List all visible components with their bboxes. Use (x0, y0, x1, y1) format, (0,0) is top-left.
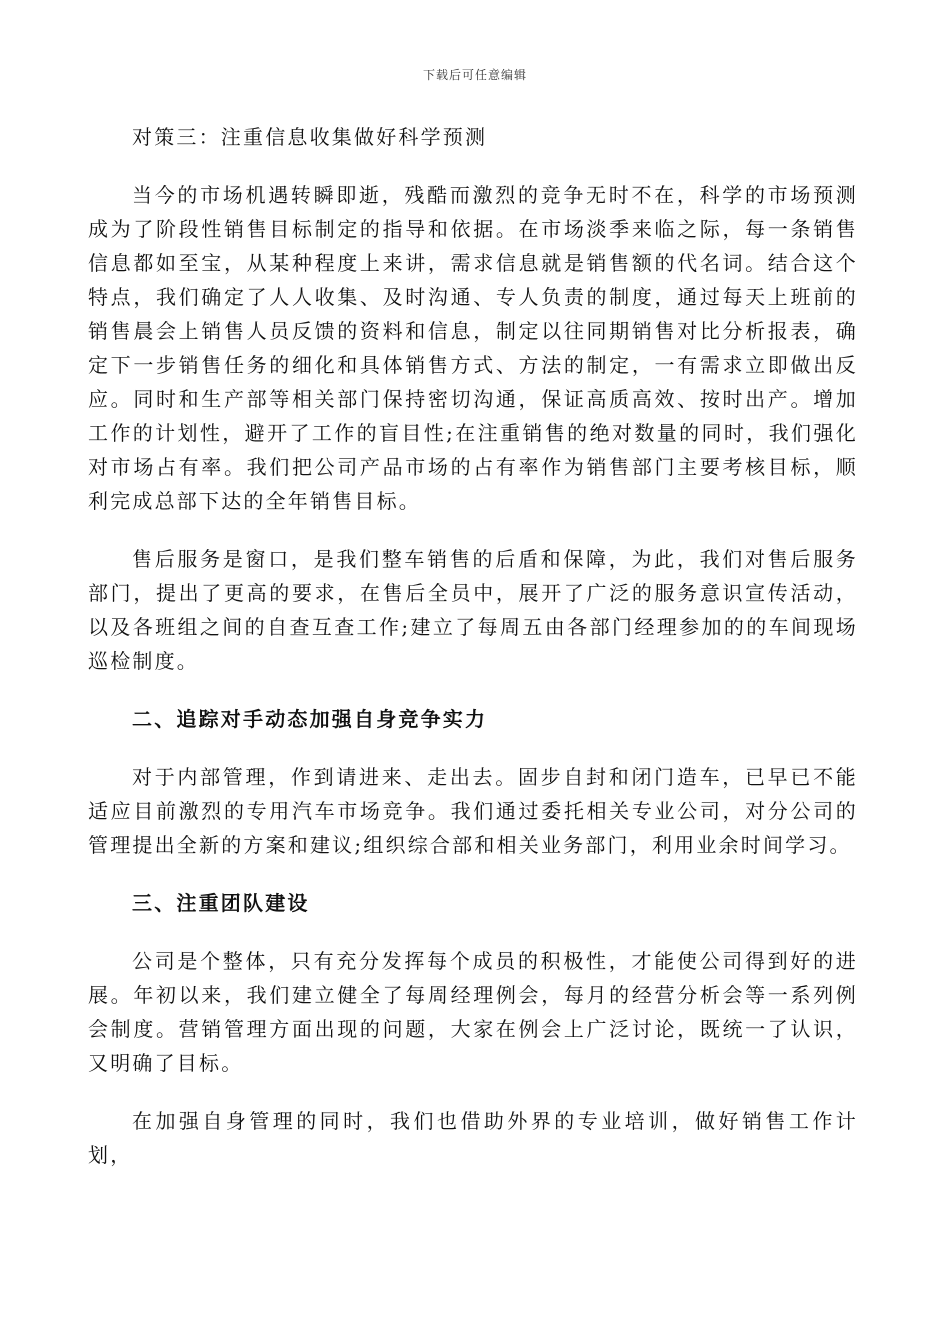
paragraph-team-building: 公司是个整体，只有充分发挥每个成员的积极性，才能使公司得到好的进展。年初以来，我们建立健全了每周经理例会，每月的经营分析会等一系列例会制度。营销管理方面出现的问题，大家在例会上广泛讨论，既统一了认识，又明确了目标。 (88, 949, 858, 1075)
header-note: 下载后可任意编辑 (422, 68, 527, 82)
paragraph-market-forecast: 当今的市场机遇转瞬即逝，残酷而激烈的竞争无时不在，科学的市场预测成为了阶段性销售目标制定的指导和依据。在市场淡季来临之际，每一条销售信息都如至宝，从某种程度上来讲，需求信息就是销售额的代名词。结合这个特点，我们确定了人人收集、及时沟通、专人负责的制度，通过每天上班前的销售晨会上销售人员反馈的资料和信息，制定以往同期销售对比分析报表，确定下一步销售任务的细化和具体销售方式、方法的制定，一有需求立即做出反应。同时和生产部等相关部门保持密切沟通，保证高质高效、按时出产。增加工作的计划性，避开了工作的盲目性;在注重销售的绝对数量的同时，我们强化对市场占有率。我们把公司产品市场的占有率作为销售部门主要考核目标，顺利完成总部下达的全年销售目标。 (88, 183, 858, 513)
section-heading-three: 三、注重团队建设 (132, 891, 310, 915)
paragraph-training: 在加强自身管理的同时，我们也借助外界的专业培训，做好销售工作计划， (88, 1109, 858, 1167)
paragraph-internal-management: 对于内部管理，作到请进来、走出去。固步自封和闭门造车，已早已不能适应目前激烈的专用汽车市场竞争。我们通过委托相关专业公司，对分公司的管理提出全新的方案和建议;组织综合部和相关业务部门，利用业余时间学习。 (88, 765, 858, 857)
paragraph-after-sales: 售后服务是窗口，是我们整车销售的后盾和保障，为此，我们对售后服务部门，提出了更高的要求，在售后全员中，展开了广泛的服务意识宣传活动，以及各班组之间的自查互查工作;建立了每周五由各部门经理参加的的车间现场巡检制度。 (88, 547, 858, 673)
section-heading-two: 二、追踪对手动态加强自身竞争实力 (132, 707, 488, 731)
document-body (88, 120, 858, 1172)
section-heading-strategy-three: 对策三：注重信息收集做好科学预测 (132, 125, 488, 149)
